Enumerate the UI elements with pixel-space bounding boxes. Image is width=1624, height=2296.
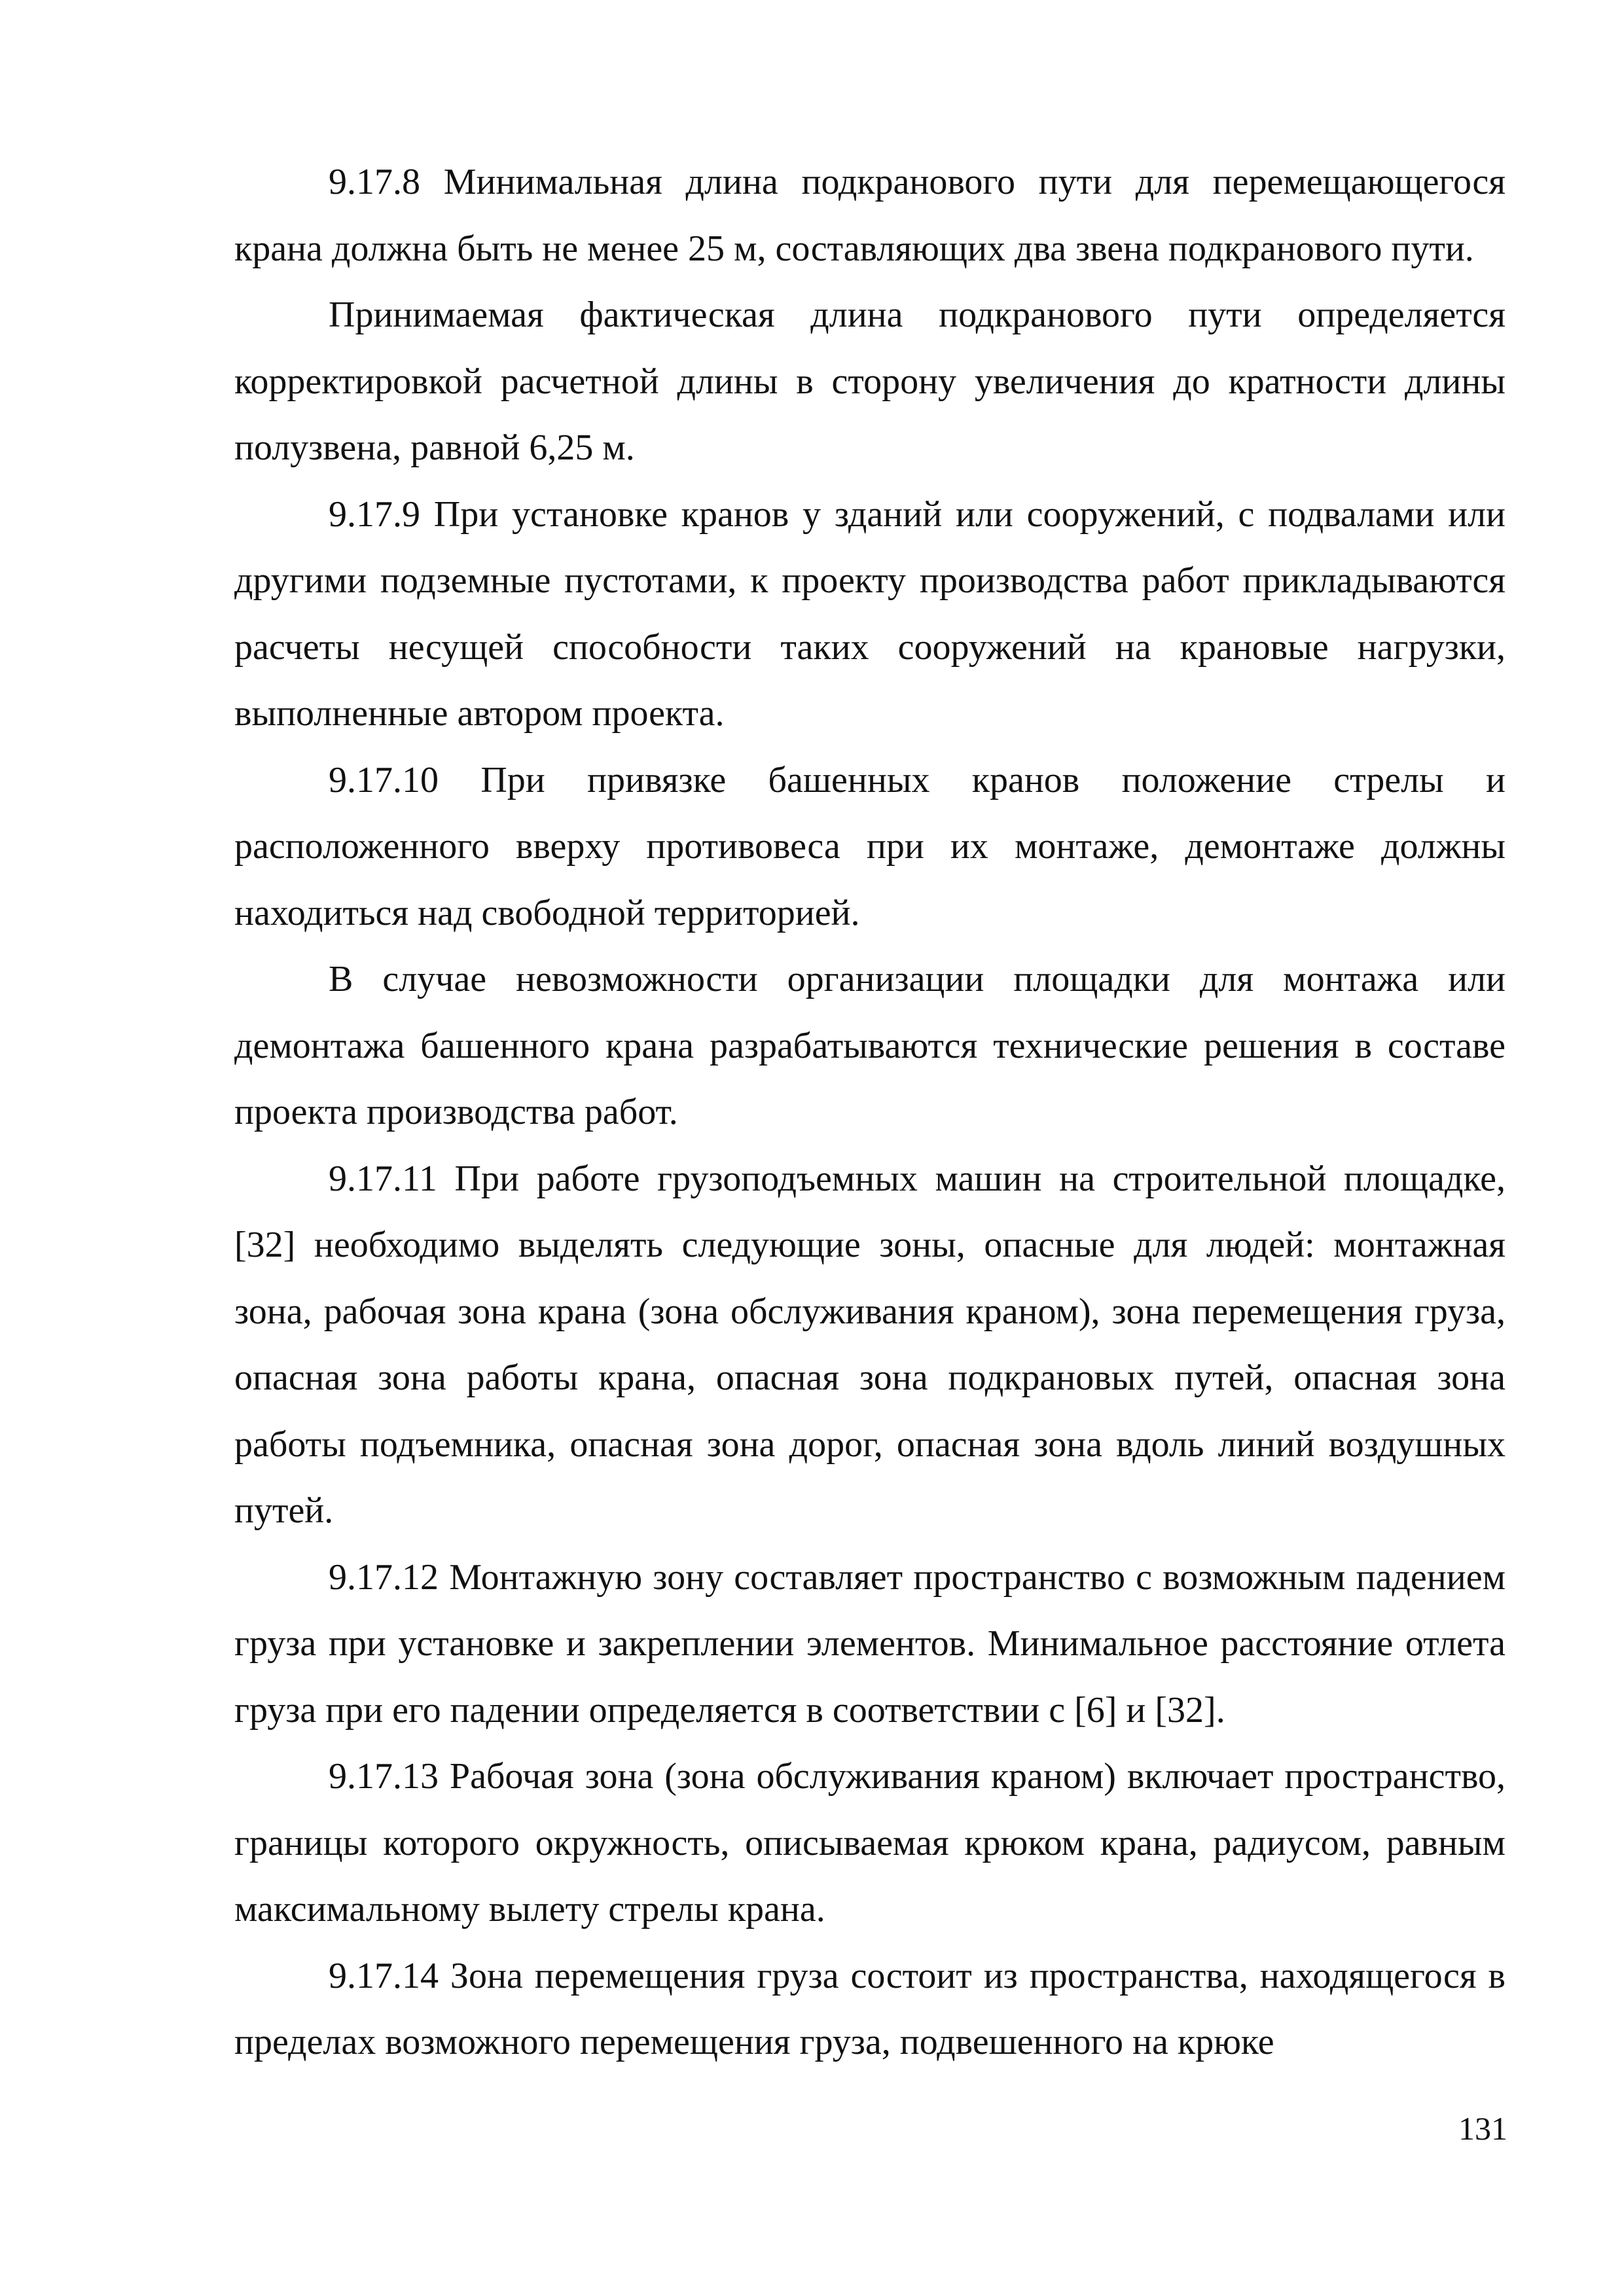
paragraph-9-17-12: 9.17.12 Монтажную зону составляет пространство с возможным падением груза при установке и закреплении элементов. Минимальное расстояние отлета груза при его падении определяется в соответствии с [6] и [32]. [234,1556,1506,1731]
paragraph-9-17-11: 9.17.11 При работе грузоподъемных машин на строительной площадке, [32] необходимо выделять следующие зоны, опасные для людей: монтажная зона, рабочая зона крана (зона обслуживания краном), зона перемещения груза, опасная зона работы крана, опасная зона подкрановых путей, опасная зона работы подъемника, опасная зона дорог, опасная зона вдоль линий воздушных путей. [234,1158,1506,1531]
paragraph-track-length: Принимаемая фактическая длина подкранового пути определяется корректировкой расчетной длины в сторону увеличения до кратности длины полузвена, равной 6,25 м. [234,295,1506,468]
paragraph-9-17-13: 9.17.13 Рабочая зона (зона обслуживания краном) включает пространство, границы которого окружность, описываемая крюком крана, радиусом, равным максимальному вылету стрелы крана. [234,1756,1506,1929]
paragraph-9-17-10: 9.17.10 При привязке башенных кранов положение стрелы и расположенного вверху противовеса при их монтаже, демонтаже должны находиться над свободной территорией. [234,759,1506,933]
paragraph-9-17-8: 9.17.8 Минимальная длина подкранового пути для перемещающегося крана должна быть не менее 25 м, составляющих два звена подкранового пути. [234,162,1506,269]
paragraph-9-17-14: 9.17.14 Зона перемещения груза состоит из пространства, находящегося в пределах возможного перемещения груза, подвешенного на крюке [234,1955,1506,2062]
paragraph-9-17-9: 9.17.9 При установке кранов у зданий или сооружений, с подвалами или другими подземные пустотами, к проекту производства работ прикладываются расчеты несущей способности таких сооружений на крановые нагрузки, выполненные автором проекта. [234,493,1506,734]
body-text [234,149,1506,2076]
paragraph-dismantling-site: В случае невозможности организации площадки для монтажа или демонтажа башенного крана разрабатываются технические решения в составе проекта производства работ. [234,959,1506,1132]
page-number: 131 [1458,2110,1507,2147]
